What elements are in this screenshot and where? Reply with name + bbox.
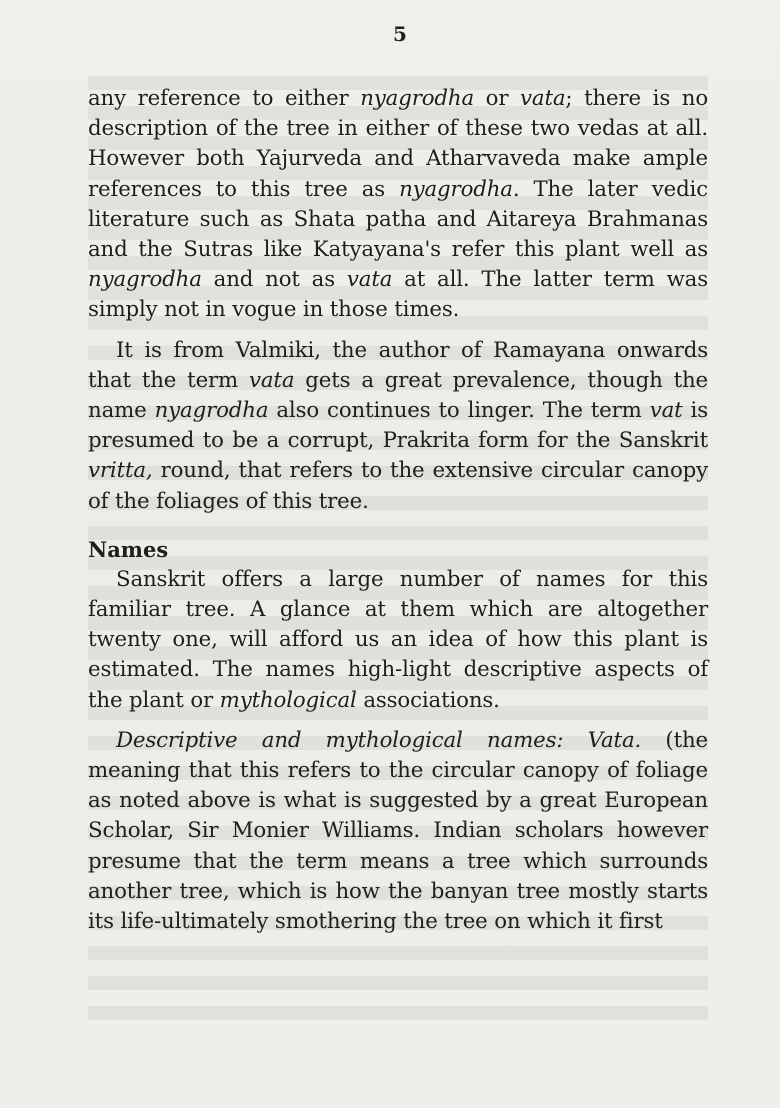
paragraph-2: It is from Valmiki, the author of Ramayana onwards that the term vata gets a great prevalence, though the name nyagrodha also continues to linger. The term vat is presumed to be a corrupt, Prakrita form for the Sanskrit vritta, round, that refers to the extensive circular canopy of the foliages of this tree. <box>88 337 708 514</box>
body-text <box>88 84 708 937</box>
paragraph-4: Descriptive and mythological names: Vata. (the meaning that this refers to the circular canopy of foliage as noted above is what is suggested by a great European Scholar, Sir Monier Williams. Indian scholars however presume that the term means a tree which surrounds another tree, which is how the banyan tree mostly starts its life-ultimately smothering the tree on which it first <box>88 727 708 935</box>
page-number: 5 <box>393 22 407 46</box>
paragraph-1: any reference to either nyagrodha or vata; there is no description of the tree in either of these two vedas at all. However both Yajurveda and Atharvaveda make ample references to this tree as nyagrodha. The later vedic literature such as Shata patha and Aitareya Brahmanas and the Sutras like Katyayana's refer this plant well as nyagrodha and not as vata at all. The latter term was simply not in vogue in those times. <box>88 86 708 323</box>
paragraph-3: Sanskrit offers a large number of names for this familiar tree. A glance at them which are altogether twenty one, will afford us an idea of how this plant is estimated. The names high-light descriptive aspects of the plant or mythological associations. <box>88 566 708 713</box>
section-heading-names: Names <box>88 536 169 562</box>
